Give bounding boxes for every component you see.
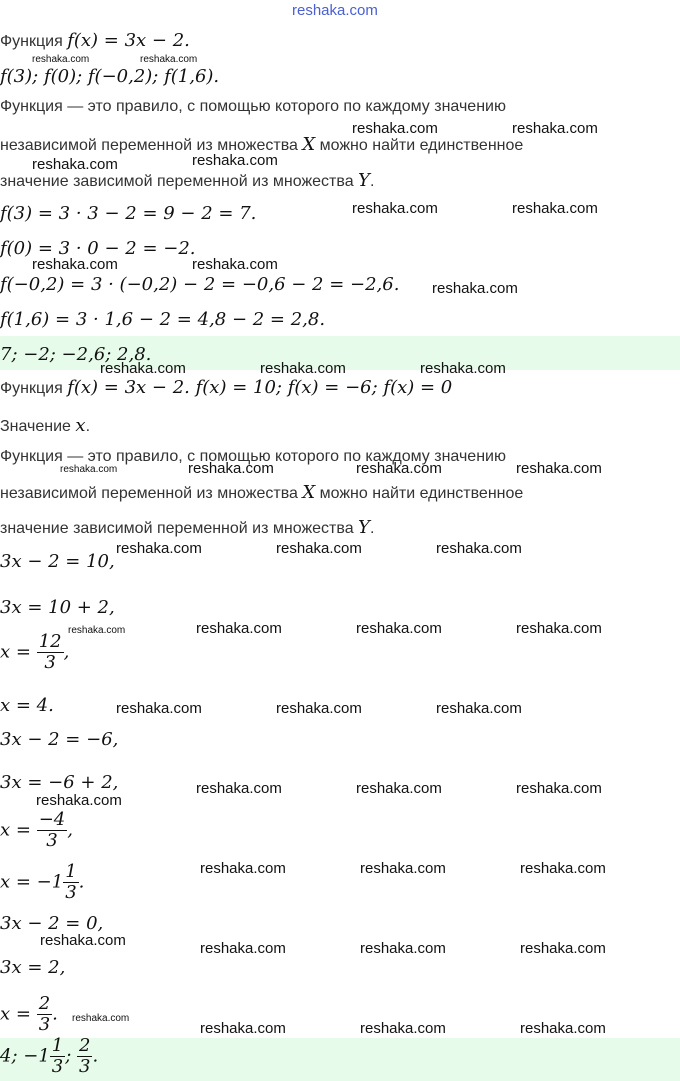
part2-definition-line2: независимой переменной из множества X можно найти единственное: [0, 482, 524, 503]
watermark: reshaka.com: [40, 932, 126, 949]
watermark: reshaka.com: [200, 940, 286, 957]
watermark: reshaka.com: [360, 1020, 446, 1037]
part1-calc-f0: f(0) = 3 · 0 − 2 = −2.: [0, 238, 196, 259]
watermark: reshaka.com: [276, 700, 362, 717]
watermark: reshaka.com: [200, 860, 286, 877]
watermark: reshaka.com: [100, 360, 186, 377]
step-x-4: x = 4.: [0, 695, 54, 716]
watermark: reshaka.com: [520, 940, 606, 957]
watermark: reshaka.com: [36, 792, 122, 809]
watermark: reshaka.com: [356, 620, 442, 637]
watermark: reshaka.com: [68, 625, 126, 636]
part2-answer-highlight: [0, 1035, 680, 1081]
watermark: reshaka.com: [436, 700, 522, 717]
watermark: reshaka.com: [32, 54, 90, 65]
step-x-fraction-2-3: x = $\frac{2}{3}$ .: [0, 993, 58, 1035]
watermark: reshaka.com: [32, 156, 118, 173]
watermark: reshaka.com: [520, 1020, 606, 1037]
watermark: reshaka.com: [140, 54, 198, 65]
watermark: reshaka.com: [516, 460, 602, 477]
header-watermark[interactable]: reshaka.com: [292, 2, 378, 19]
part1-definition-line1: Функция — это правило, с помощью которого по каждому значению: [0, 98, 506, 115]
fraction-1-3: $\frac{1}{3}$: [65, 861, 77, 903]
watermark: reshaka.com: [420, 360, 506, 377]
watermark: reshaka.com: [260, 360, 346, 377]
watermark: reshaka.com: [356, 780, 442, 797]
watermark: reshaka.com: [72, 1013, 130, 1024]
step-equation-0: 3x − 2 = 0,: [0, 913, 104, 934]
part1-calc-f3: f(3) = 3 · 3 − 2 = 9 − 2 = 7.: [0, 203, 257, 224]
watermark: reshaka.com: [516, 620, 602, 637]
watermark: reshaka.com: [116, 700, 202, 717]
part2-answer: 4; −1 $\frac{1}{3}$ ; $\frac{2}{3}$ .: [0, 1035, 99, 1077]
part1-definition-line2: независимой переменной из множества X можно найти единственное: [0, 134, 524, 155]
watermark: reshaka.com: [196, 620, 282, 637]
watermark: reshaka.com: [360, 860, 446, 877]
fraction-12-3: $\frac{12}{3}$: [38, 631, 62, 673]
watermark: reshaka.com: [356, 460, 442, 477]
part1-definition-line3: значение зависимой переменной из множества Y.: [0, 170, 375, 191]
part1-title: Функция f(x) = 3x − 2.: [0, 30, 190, 51]
watermark: reshaka.com: [512, 120, 598, 137]
fraction-neg4-3: $\frac{-4}{3}$: [38, 809, 66, 851]
watermark: reshaka.com: [192, 256, 278, 273]
step-equation-10: 3x − 2 = 10,: [0, 551, 115, 572]
watermark: reshaka.com: [32, 256, 118, 273]
watermark: reshaka.com: [192, 152, 278, 169]
watermark: reshaka.com: [60, 464, 118, 475]
watermark: reshaka.com: [116, 540, 202, 557]
step-3x-10-plus-2: 3x = 10 + 2,: [0, 597, 115, 618]
part2-definition-line3: значение зависимой переменной из множества Y.: [0, 517, 375, 538]
part1-calc-f-neg02: f(−0,2) = 3 · (−0,2) − 2 = −0,6 − 2 = −2,6.: [0, 274, 400, 295]
watermark: reshaka.com: [200, 1020, 286, 1037]
part1-task: f(3); f(0); f(−0,2); f(1,6).: [0, 66, 220, 87]
watermark: reshaka.com: [512, 200, 598, 217]
step-x-fraction-neg4-3: x = $\frac{-4}{3}$ ,: [0, 809, 73, 851]
step-x-fraction-12-3: x = $\frac{12}{3}$ ,: [0, 631, 70, 673]
watermark: reshaka.com: [436, 540, 522, 557]
part2-value-line: Значение x.: [0, 415, 91, 436]
answer-fraction-1-3: $\frac{1}{3}$: [51, 1035, 64, 1077]
watermark: reshaka.com: [196, 780, 282, 797]
watermark: reshaka.com: [276, 540, 362, 557]
watermark: reshaka.com: [520, 860, 606, 877]
answer-fraction-2-3: $\frac{2}{3}$: [79, 1035, 91, 1077]
step-3x-2: 3x = 2,: [0, 957, 66, 978]
watermark: reshaka.com: [352, 200, 438, 217]
part2-title: Функция f(x) = 3x − 2. f(x) = 10; f(x) = −6; f(x) = 0: [0, 377, 453, 398]
part1-answer: 7; −2; −2,6; 2,8.: [0, 344, 152, 365]
fraction-2-3: $\frac{2}{3}$: [38, 993, 51, 1035]
part2-definition-line1: Функция — это правило, с помощью которого по каждому значению: [0, 448, 506, 465]
step-equation-neg6: 3x − 2 = −6,: [0, 729, 119, 750]
watermark: reshaka.com: [188, 460, 274, 477]
watermark: reshaka.com: [352, 120, 438, 137]
watermark: reshaka.com: [432, 280, 518, 297]
step-x-neg-1-1-3: x = −1 $\frac{1}{3}$ .: [0, 861, 85, 903]
watermark: reshaka.com: [516, 780, 602, 797]
watermark: reshaka.com: [360, 940, 446, 957]
step-3x-neg6-plus-2: 3x = −6 + 2,: [0, 772, 119, 793]
part1-calc-f16: f(1,6) = 3 · 1,6 − 2 = 4,8 − 2 = 2,8.: [0, 309, 326, 330]
